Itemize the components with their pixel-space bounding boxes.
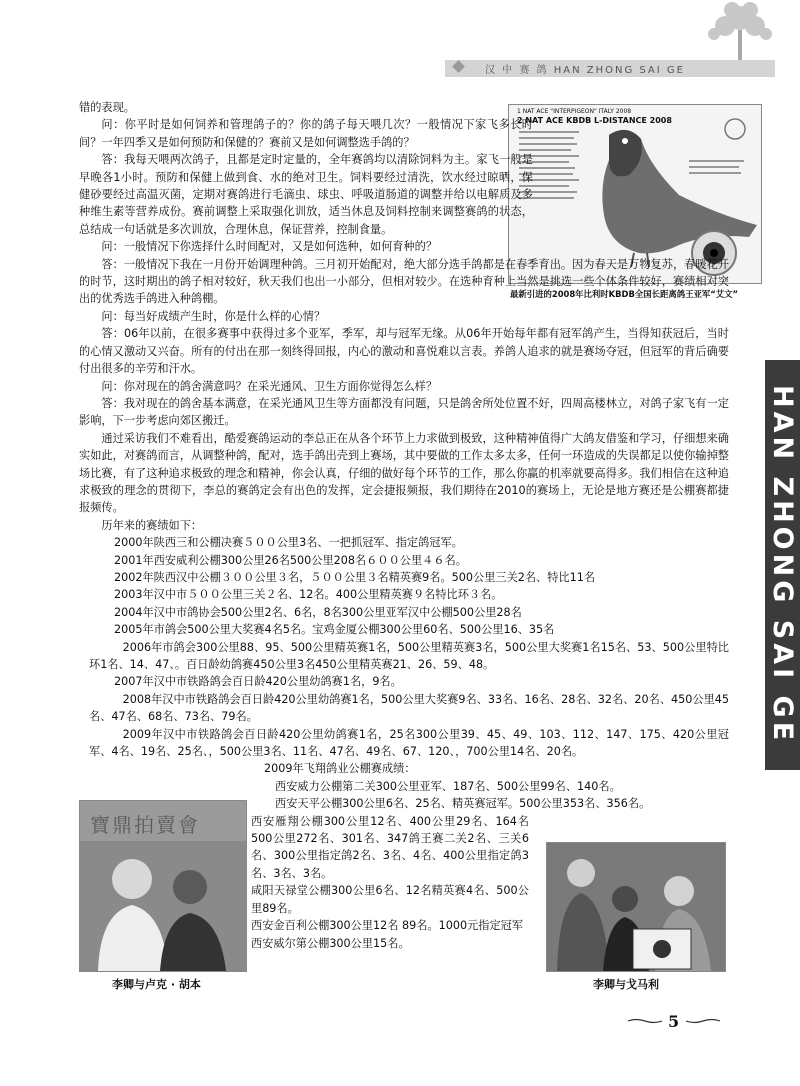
- paragraph: 历年来的赛绩如下：: [101, 518, 203, 532]
- poster-line-1: 1 NAT ACE "INTERPIGEON" ITALY 2008: [517, 108, 632, 115]
- paragraph: 答：我每天喂两次鸽子，且都是定时定量的，全年赛鸽均以清除饲料为主。家飞一般是早晚各1小时。预防和保健上做到食、水的绝对卫生。饲料要经过清洗，饮水经过晾晒，保健砂要经过高温灭菌，定期对赛鸽进行毛滴虫、球虫、呼吸道肠道的调整并给以电解质及多种维生素等营养成份。赛前调整上采取强化训放，适当休息及饲料控制来调整赛鸽的状态，总结成一句话就是多次训放，合理休息，保证营养，控制食量。: [79, 153, 533, 236]
- record-item: 2001年西安威利公棚300公里26名500公里208名６００公里４６名。: [114, 553, 467, 567]
- record-item: 2007年汉中市铁路鸽会百日龄420公里幼鸽赛1名，9名。: [114, 675, 402, 689]
- paragraph: 问：一般情况下你选择什么时间配对，又是如何选种，如何育种的？: [101, 240, 438, 254]
- paragraph: 答：一般情况下我在一月份开始调理种鸽。三月初开始配对，绝大部分选手鸽都是在春季育出。因为春天是万物复苏，春暖花开的时节，这时期出的鸽子相对较好，秋天我们也出一小部分，但相对较少。在选种育种上当然是挑选一些个体条件较好，赛绩相对突出的优秀选手鸽进入种鸽棚。: [79, 257, 729, 306]
- record-item: 2005年市鸽会500公里大奖赛4名5名。宝鸡金厦公棚300公里60名、500公里16、35名: [114, 623, 555, 637]
- page-number: 5: [668, 1012, 680, 1031]
- paragraph: 答：我对现在的鸽舍基本满意，在采光通风卫生等方面都没有问题，只是鸽舍所处位置不好，四周高楼林立，对鸽子家飞有一定影响，下一步考虑向郊区搬迁。: [79, 396, 729, 428]
- record-2009-item: 西安天平公棚300公里6名、25名、精英赛冠军。500公里353名、356名。: [275, 797, 651, 811]
- record-2009-item: 西安雁翔公棚300公里12名、400公里29名、164名500公里272名、301名、347鸽王赛二关2名、三关6名、300公里指定鸽2名、3名、4名、400公里指定鸽3名、3名、3名。: [251, 814, 529, 880]
- record-2009-item: 西安金百利公棚300公里12名 89名。1000元指定冠军: [251, 919, 524, 933]
- swirl-right-icon: [686, 1018, 720, 1024]
- record-item: 2009年汉中市铁路鸽会百日龄420公里幼鸽赛1名，25名300公里39、45、49、103、112、147、175、420公里冠军、4名、19名、25名、，500公里3名、11名、47名、49名、67、120、，700公里14名、20名。: [89, 727, 729, 759]
- paragraph: 答：06年以前，在很多赛事中获得过多个亚军，季军，却与冠军无缘。从06年开始每年都有冠军鸽产生，当得知获冠后，当时的心情又激动又兴奋。所有的付出在那一刻终得回报，内心的激动和喜悦难以言表。养鸽人追求的就是赛场夺冠，但冠军的背后确要付出很多的辛劳和汗水。: [79, 327, 729, 376]
- record-item: 2000年陕西三和公棚决赛５００公里3名、一把抓冠军、指定鸽冠军。: [114, 536, 463, 550]
- swirl-left-icon: [628, 1018, 662, 1024]
- paragraph: 问：你对现在的鸽舍满意吗？在采光通风、卫生方面你觉得怎么样？: [101, 379, 438, 393]
- record-2009-item: 咸阳天禄堂公棚300公里6名、12名精英赛4名、500公里89名。: [251, 884, 529, 915]
- photo-right-caption: 李卿与戈马利: [593, 978, 659, 991]
- photo-left-banner: 寶鼎拍賣會: [90, 813, 200, 837]
- record-item: 2004年汉中市鸽协会500公里2名、6名，8名300公里亚军汉中公棚500公里28名: [114, 605, 522, 619]
- record-item: 2003年汉中市５００公里三关２名、12名。400公里精英赛９名特比环３名。: [114, 588, 503, 602]
- header-title: 汉 中 赛 鸽 HAN ZHONG SAI GE: [485, 65, 685, 76]
- photo-left-caption: 李卿与卢克 · 胡本: [112, 978, 201, 991]
- photo-right-people: [547, 843, 725, 971]
- pigeon-caption: 最新引进的2008年比利时KBDB全国长距离鸽王亚军“艾文”: [510, 289, 739, 299]
- poster-line-2: 2 NAT ACE KBDB L-DISTANCE 2008: [517, 116, 672, 125]
- tree-decoration: [690, 0, 790, 62]
- record-2009-item: 西安威力公棚第二关300公里亚军、187名、500公里99名、140名。: [275, 779, 621, 793]
- side-band-title: HAN ZHONG SAI GE: [765, 360, 800, 770]
- record-item: 2002年陕西汉中公棚３００公里３名，５００公里３名精英赛9名。500公里三关2名、特比11名: [114, 570, 596, 584]
- record-item: 2006年市鸽会300公里88、95、500公里精英赛1名，500公里精英赛3名，500公里大奖赛1名15名、53、500公里特比环1名、14、47、。百日龄幼鸽赛450公里3名450公里精英赛21、26、59、48。: [89, 640, 729, 671]
- paragraph: 通过采访我们不难看出，酷爱赛鸽运动的李总正在从各个环节上力求做到极致，这种精神值得广大鸽友借鉴和学习，仔细想来确实如此，对赛鸽而言，从调整种鸽，配对，选手鸽出壳到上赛场，其中要做的工作太多太多，任何一环造成的失误都足以使你输掉整场比赛，有了这种追求极致的理念和精神，你会认真，仔细的做好每个环节的工作，那么你赢的机率就要高得多。我们相信在这种追求极致的理念的贯彻下，李总的赛鸽定会有出色的发挥，定会捷报频报，我们期待在2010的赛场上，无论是地方赛还是公棚赛都捷报频传。: [79, 431, 729, 515]
- photo-right: [546, 842, 726, 972]
- photo-left-people: [80, 801, 246, 971]
- record-2009-heading: 2009年飞翔鸽业公棚赛成绩：: [264, 762, 416, 776]
- paragraph: 问：每当好成绩产生时，你是什么样的心情？: [101, 309, 326, 323]
- record-2009-item: 西安威尔第公棚300公里15名。: [251, 936, 410, 950]
- photo-left: [79, 800, 247, 972]
- paragraph: 问：你平时是如何饲养和管理鸽子的？你的鸽子每天喂几次？一般情况下家飞多长时间？一年四季又是如何预防和保健的？赛前又是如何调整选手鸽的？: [79, 118, 533, 149]
- record-item: 2008年汉中市铁路鸽会百日龄420公里幼鸽赛1名，500公里大奖赛9名、33名、16名、28名、32名、20名、450公里45名、47名、68名、73名、79名。: [89, 692, 729, 724]
- paragraph: 错的表现。: [79, 101, 135, 114]
